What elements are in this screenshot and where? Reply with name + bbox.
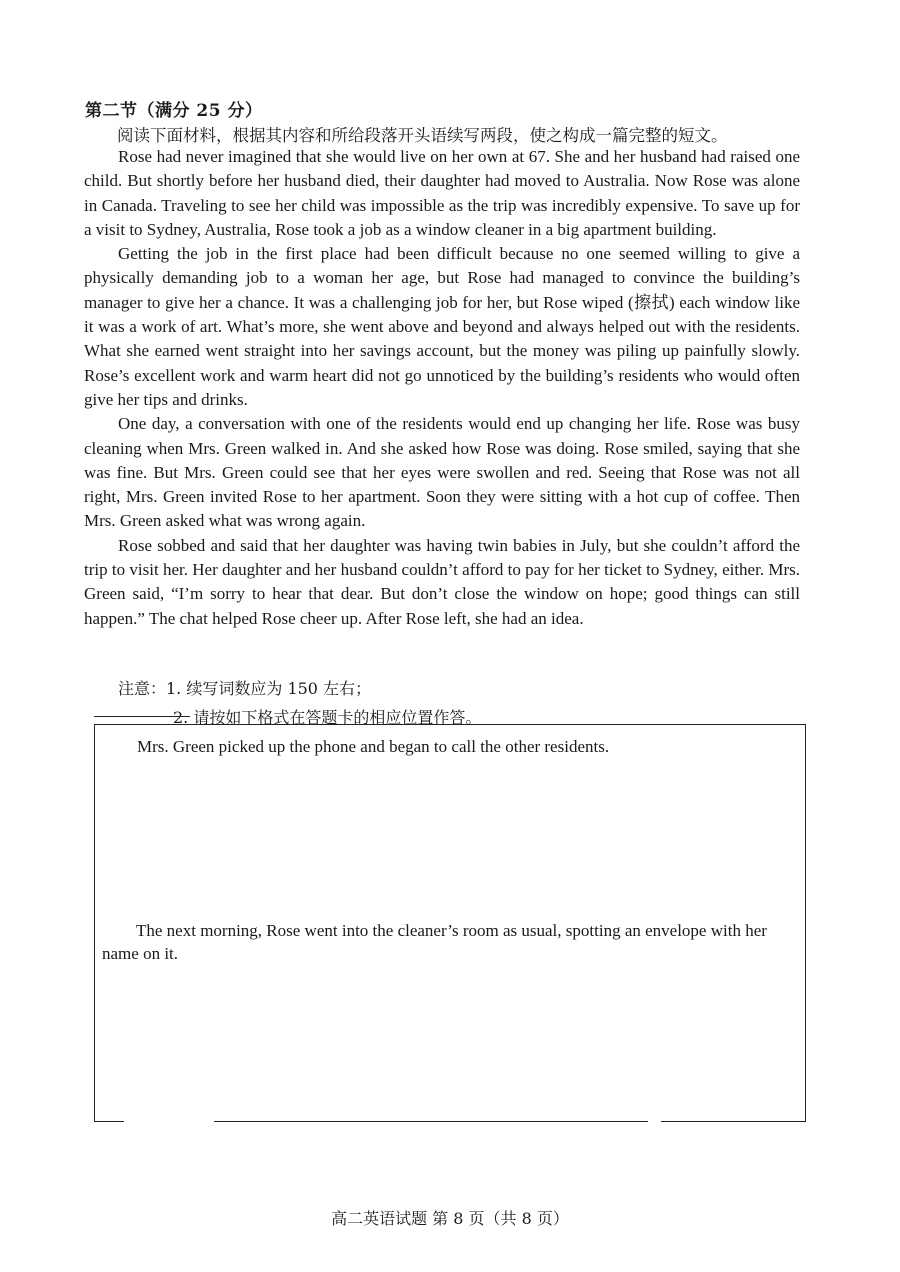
section-title: 第二节（满分 25 分）: [85, 101, 263, 121]
passage-paragraph-1: Rose had never imagined that she would live on her own at 67. She and her husband had raised one child. But shortly before her husband died, their daughter had moved to Australia. Now Rose was alone in Canada. Traveling to see her child was impossible as the trip was incredibly expensive. To save up for a visit to Sydney, Australia, Rose took a job as a window cleaner in a big apartment building.: [84, 147, 800, 239]
box-corner-mark: [94, 716, 190, 717]
reading-passage: [84, 145, 800, 631]
paragraph-starter-1: Mrs. Green picked up the phone and began to call the other residents.: [137, 737, 610, 756]
paragraph-starter-2: The next morning, Rose went into the cleaner’s room as usual, spotting an envelope with her name on it.: [102, 921, 767, 963]
page-footer: 高二英语试题 第 8 页（共 8 页）: [331, 1209, 569, 1228]
box-bottom-segment-left: [94, 1121, 124, 1122]
passage-paragraph-4: Rose sobbed and said that her daughter was having twin babies in July, but she couldn’t afford the trip to visit her. Her daughter and her husband couldn’t afford to pay for her ticket to Sydney, either. Mrs. Green said, “I’m sorry to hear that dear. But don’t close the window on hope; good things can still happen.” The chat helped Rose cheer up. After Rose left, she had an idea.: [84, 535, 800, 628]
passage-paragraph-2: Getting the job in the first place had been difficult because no one seemed willing to give a physically demanding job to a woman her age, but Rose had managed to convince the building’s manager to give her a chance. It was a challenging job for her, but Rose wiped (擦拭) each window like it was a work of art. What’s more, she went above and beyond and always helped out with the residents. What she earned went straight into her savings account, but the money was piling up painfully slowly. Rose’s excellent work and warm heart did not go unnoticed by the building’s residents who would often give her tips and drinks.: [84, 244, 800, 409]
box-bottom-segment-right: [661, 1121, 806, 1122]
passage-paragraph-3: One day, a conversation with one of the residents would end up changing her life. Rose was busy cleaning when Mrs. Green walked in. And she asked how Rose was doing. Rose smiled, saying that she was fine. But Mrs. Green could see that her eyes were swollen and red. Seeing that Rose was not all right, Mrs. Green invited Rose to her apartment. Soon they were sitting with a hot cup of coffee. Then Mrs. Green asked what was wrong again.: [84, 414, 800, 531]
box-bottom-segment-middle: [214, 1121, 648, 1122]
section-instruction: 阅读下面材料，根据其内容和所给段落开头语续写两段，使之构成一篇完整的短文。: [117, 126, 728, 145]
note-line-2: 2. 请按如下格式在答题卡的相应位置作答。: [173, 708, 482, 727]
note-line-1: 注意：1. 续写词数应为 150 左右；: [118, 679, 372, 698]
